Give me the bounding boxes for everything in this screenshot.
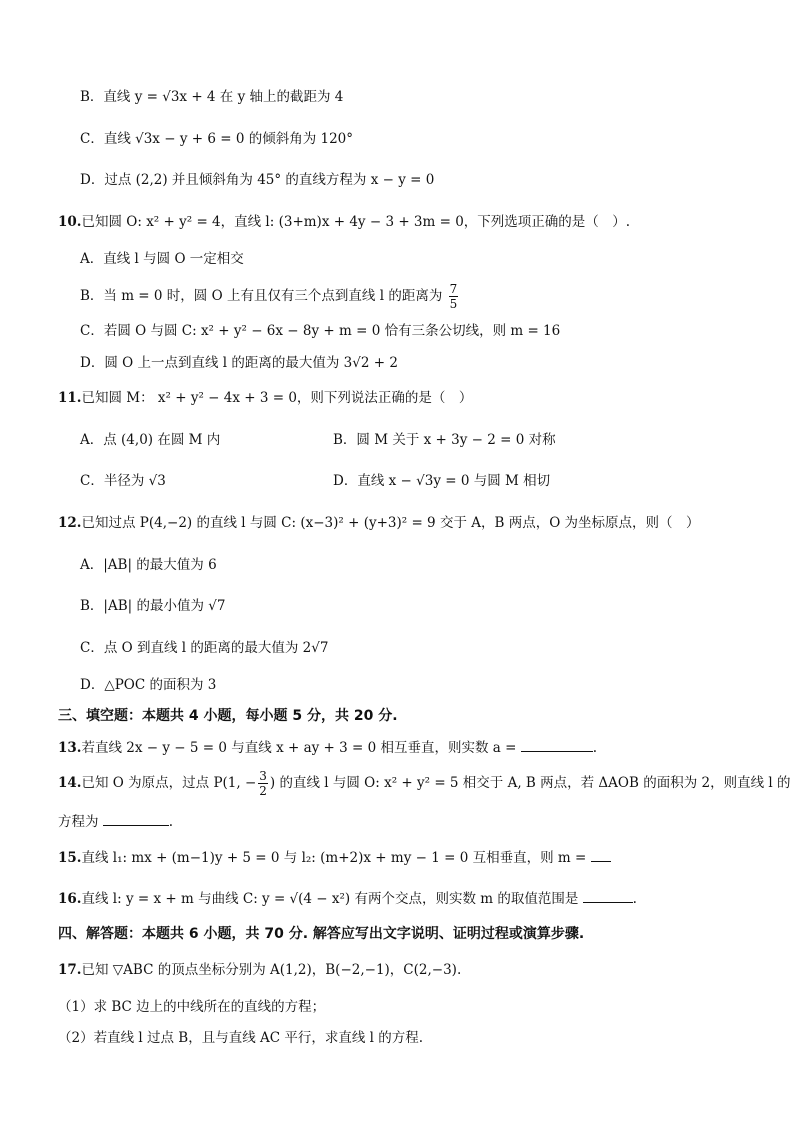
- fraction-numerator: 3: [259, 769, 267, 783]
- q13-line: [58, 737, 597, 757]
- q14-stem-pre: 已知 O 为原点，过点 P(1, −: [81, 775, 257, 791]
- q17-stem-line: [58, 961, 461, 979]
- q12-option-a: A．|AB| 的最大值为 6: [80, 557, 217, 573]
- q11-stem-line: [58, 389, 472, 407]
- q12-option-b: B．|AB| 的最小值为 √7: [80, 598, 226, 614]
- q17-part-1: （1）求 BC 边上的中线所在的直线的方程；: [58, 999, 326, 1015]
- q10-stem: 已知圆 O: x² + y² = 4，直线 l: (3+m)x + 4y − 3 + 3m = 0，下列选项正确的是（ ）.: [81, 214, 631, 230]
- q17-number: 17.: [58, 962, 82, 978]
- q15-answer-blank[interactable]: [591, 847, 611, 862]
- q14-line2-text: 方程为: [58, 814, 99, 830]
- q11-option-a: A．点 (4,0) 在圆 M 内: [80, 432, 221, 448]
- q12-stem: 已知过点 P(4,−2) 的直线 l 与圆 C: (x−3)² + (y+3)² = 9 交于 A，B 两点，O 为坐标原点，则（ ）: [81, 515, 700, 531]
- q14-line: [58, 768, 791, 798]
- q10-option-d: D．圆 O 上一点到直线 l 的距离的最大值为 3√2 + 2: [80, 355, 398, 371]
- q12-option-c: C．点 O 到直线 l 的距离的最大值为 2√7: [80, 640, 329, 656]
- section-3-heading: 三、填空题：本题共 4 小题，每小题 5 分，共 20 分.: [58, 708, 398, 724]
- q12-number: 12.: [58, 515, 82, 531]
- q13-number: 13.: [58, 740, 82, 756]
- q9-option-c: C．直线 √3x − y + 6 = 0 的倾斜角为 120°: [80, 131, 354, 147]
- q16-answer-blank[interactable]: [583, 888, 633, 903]
- q17-stem: 已知 ▽ABC 的顶点坐标分别为 A(1,2)，B(−2,−1)，C(2,−3).: [81, 962, 462, 978]
- q10-option-b-fraction: [449, 282, 459, 311]
- q11-option-c: C．半径为 √3: [80, 473, 166, 489]
- q10-option-c: C．若圆 O 与圆 C: x² + y² − 6x − 8y + m = 0 恰有三条公切线，则 m = 16: [80, 323, 561, 339]
- q16-stem: 直线 l: y = x + m 与曲线 C: y = √(4 − x²) 有两个交点，则实数 m 的取值范围是: [81, 891, 579, 907]
- q10-option-b-text: B．当 m = 0 时，圆 O 上有且仅有三个点到直线 l 的距离为: [80, 288, 443, 304]
- q10-option-a: A．直线 l 与圆 O 一定相交: [80, 251, 244, 267]
- q11-option-d: D．直线 x − √3y = 0 与圆 M 相切: [333, 473, 551, 489]
- q9-option-b: B．直线 y = √3x + 4 在 y 轴上的截距为 4: [80, 89, 344, 105]
- q9-option-d: D．过点 (2,2) 并且倾斜角为 45° 的直线方程为 x − y = 0: [80, 172, 435, 188]
- q16-line: [58, 888, 637, 908]
- q14-stem-post: ) 的直线 l 与圆 O: x² + y² = 5 相交于 A, B 两点，若 ΔAOB 的面积为 2，则直线 l 的: [269, 775, 791, 791]
- q15-stem: 直线 l₁: mx + (m−1)y + 5 = 0 与 l₂: (m+2)x + my − 1 = 0 互相垂直，则 m =: [81, 850, 587, 866]
- q10-stem-line: [58, 213, 630, 231]
- q13-end: .: [592, 740, 598, 756]
- q14-number: 14.: [58, 775, 82, 791]
- section-4-heading: 四、解答题：本题共 6 小题，共 70 分. 解答应写出文字说明、证明过程或演算步骤.: [58, 926, 585, 942]
- q14-answer-blank[interactable]: [103, 811, 169, 826]
- fraction-numerator: 7: [449, 282, 458, 296]
- q14-end: .: [168, 814, 174, 830]
- q11-stem: 已知圆 M： x² + y² − 4x + 3 = 0，则下列说法正确的是（ ）: [81, 390, 473, 406]
- q12-stem-line: [58, 514, 700, 532]
- q16-end: .: [632, 891, 637, 907]
- q15-line: [58, 847, 611, 867]
- q10-option-b: [80, 282, 460, 311]
- fraction-denominator: 2: [259, 784, 267, 798]
- q13-stem: 若直线 2x − y − 5 = 0 与直线 x + ay + 3 = 0 相互垂直，则实数 a =: [81, 740, 517, 756]
- q12-option-d: D．△POC 的面积为 3: [80, 677, 217, 693]
- q10-number: 10.: [58, 214, 82, 230]
- q17-part-2: （2）若直线 l 过点 B，且与直线 AC 平行，求直线 l 的方程.: [58, 1030, 424, 1046]
- q15-number: 15.: [58, 850, 82, 866]
- q11-option-b: B．圆 M 关于 x + 3y − 2 = 0 对称: [333, 432, 556, 448]
- q11-number: 11.: [58, 390, 82, 406]
- q14-line-2: [58, 811, 173, 831]
- fraction-denominator: 5: [449, 297, 458, 311]
- q13-answer-blank[interactable]: [521, 737, 593, 752]
- q14-fraction: [258, 769, 268, 798]
- q16-number: 16.: [58, 891, 82, 907]
